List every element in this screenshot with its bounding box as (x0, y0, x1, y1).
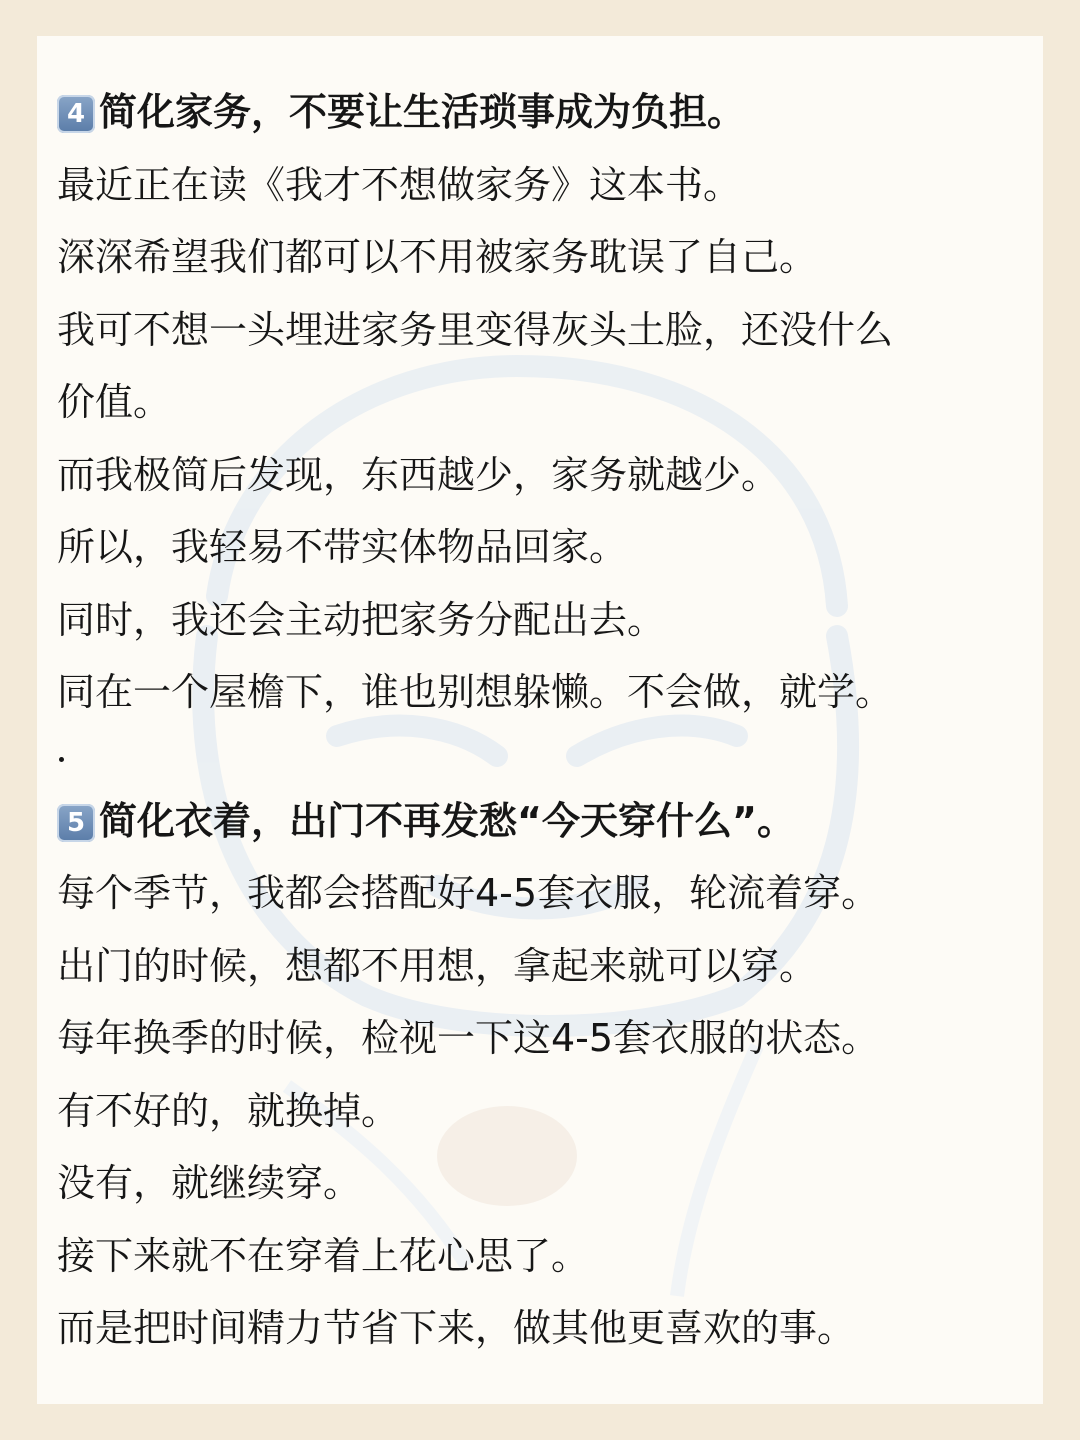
paragraph-line: 我可不想一头埋进家务里变得灰头土脸，还没什么 (57, 307, 894, 352)
keycap-4-icon: 4 (57, 95, 95, 133)
section-5-heading-text: 简化衣着，出门不再发愁“今天穿什么”。 (99, 798, 795, 843)
note-card (37, 36, 1043, 1404)
article-body (57, 76, 1027, 1365)
paragraph-line: 而我极简后发现，东西越少，家务就越少。 (57, 452, 780, 497)
paragraph-line: 价值。 (57, 380, 172, 424)
section-4-heading (57, 76, 1027, 149)
paragraph-line: 而是把时间精力节省下来，做其他更喜欢的事。 (57, 1306, 856, 1350)
section-4-heading-text: 简化家务，不要让生活琐事成为负担。 (99, 90, 746, 134)
paragraph-line: 接下来就不在穿着上花心思了。 (57, 1233, 590, 1278)
paragraph-line: 最近正在读《我才不想做家务》这本书。 (57, 162, 742, 207)
paragraph-line: 深深希望我们都可以不用被家务耽误了自己。 (57, 235, 818, 279)
keycap-5-icon: 5 (57, 804, 95, 842)
paragraph-line: 同时，我还会主动把家务分配出去。 (57, 597, 666, 642)
paragraph-line: 没有，就继续穿。 (57, 1161, 362, 1205)
section-5-heading (57, 785, 1027, 858)
paragraph-line: 每个季节，我都会搭配好4-5套衣服，轮流着穿。 (57, 871, 880, 915)
paragraph-line: 所以，我轻易不带实体物品回家。 (57, 525, 628, 569)
section-separator (57, 729, 1027, 785)
dot-separator-icon (59, 757, 64, 762)
paragraph-line: 有不好的，就换掉。 (57, 1088, 400, 1133)
paragraph-line: 出门的时候，想都不用想，拿起来就可以穿。 (57, 943, 818, 988)
paragraph-line: 每年换季的时候，检视一下这4-5套衣服的状态。 (57, 1016, 880, 1060)
paragraph-line: 同在一个屋檐下，谁也别想躲懒。不会做，就学。 (57, 670, 894, 714)
